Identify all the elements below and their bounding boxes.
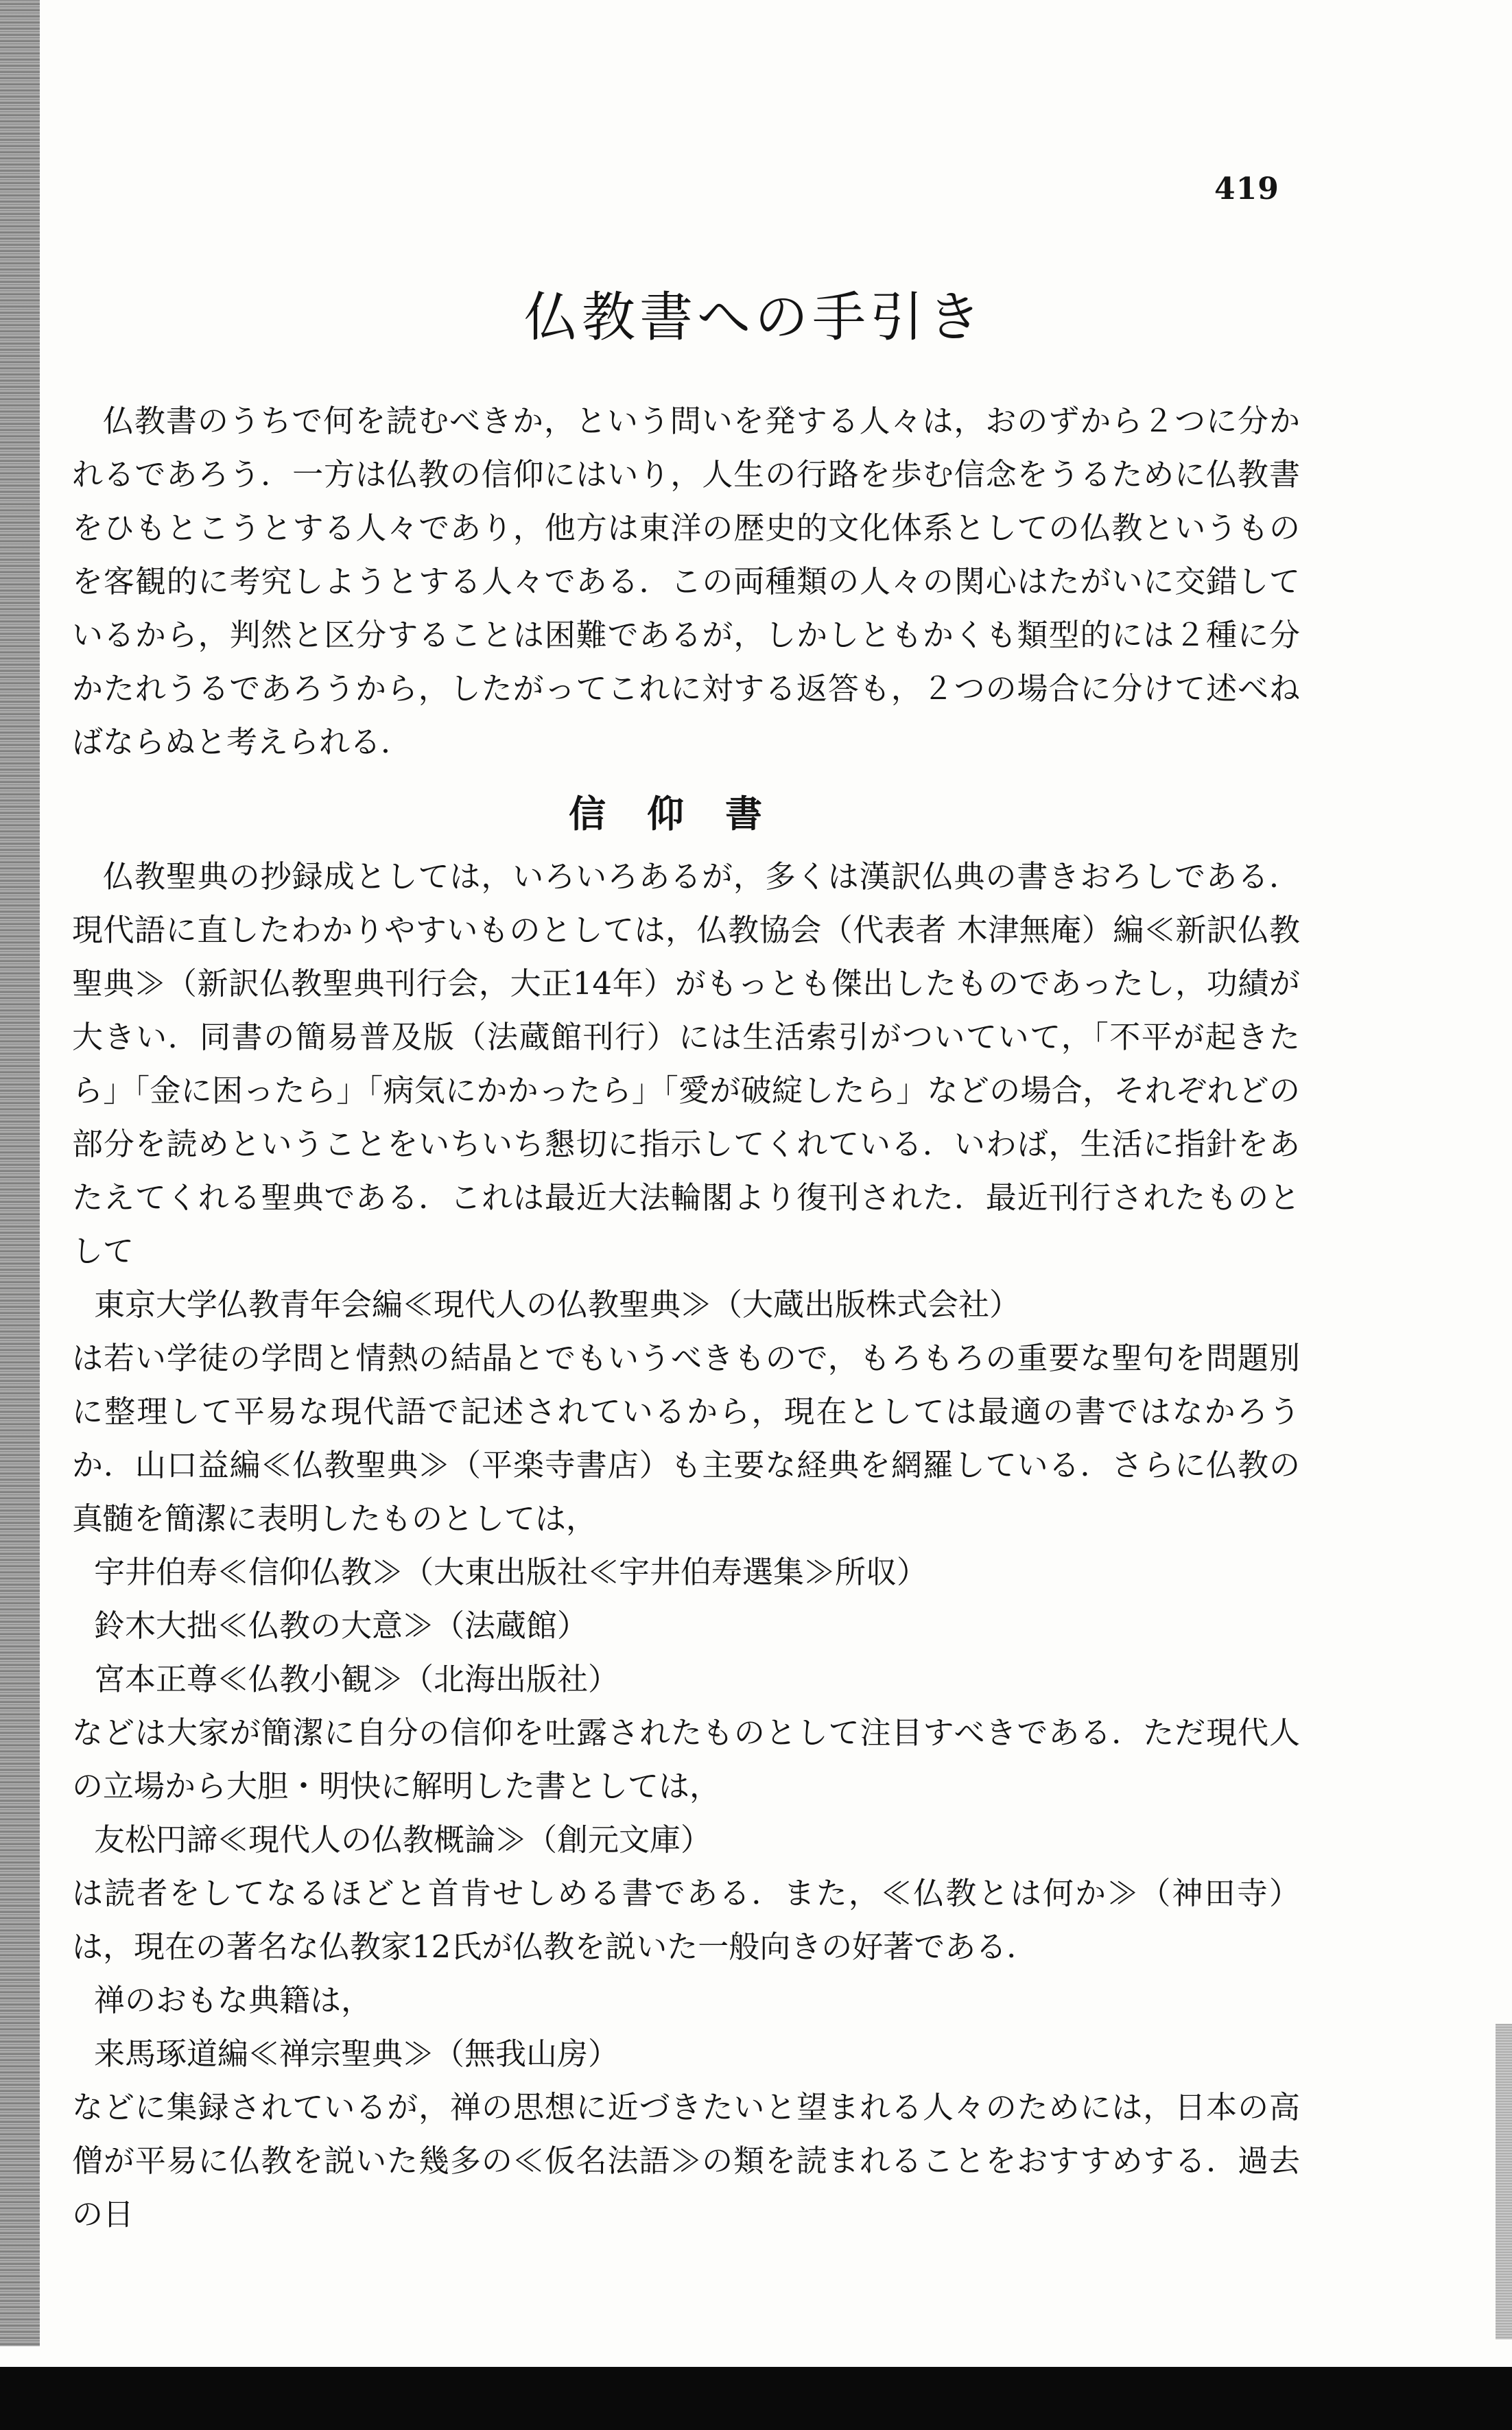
body-text bbox=[72, 394, 1300, 2241]
paragraph: 禅のおもな典籍は， bbox=[94, 1982, 373, 2018]
book-citation: 宇井伯寿≪信仰仏教≫（大東出版社≪宇井伯寿選集≫所収） bbox=[94, 1554, 928, 1590]
book-citation: 来馬琢道編≪禅宗聖典≫（無我山房） bbox=[94, 2036, 619, 2072]
paragraph: などに集録されているが，禅の思想に近づきたいと望まれる人々のためには，日本の高僧が平易に仏教を説いた幾多の≪仮名法語≫の類を読まれることをおすすめする．過去の日 bbox=[72, 2089, 1300, 2232]
page-title: 仏教書への手引き bbox=[523, 287, 985, 349]
paragraph: などは大家が簡潔に自分の信仰を吐露されたものとして注目すべきである．ただ現代人の立場から大胆・明快に解明した書としては， bbox=[72, 1714, 1300, 1804]
section-heading: 信仰書 bbox=[569, 792, 803, 836]
book-citation: 東京大学仏教青年会編≪現代人の仏教聖典≫（大蔵出版株式会社） bbox=[94, 1286, 1021, 1323]
intro-paragraph: 仏教書のうちで何を読むべきか，という問いを発する人々は，おのずから２つに分かれるであろう．一方は仏教の信仰にはいり，人生の行路を歩む信念をうるために仏教書をひもとこうとする人々であり，他方は東洋の歴史的文化体系としての仏教というものを客観的に考究しようとする人々である．この両種類の人々の関心はたがいに交錯しているから，判然と区分することは困難であるが，しかしともかくも類型的には２種に分かたれうるであろうから，したがってこれに対する返答も，２つの場合に分けて述べねばならぬと考えられる． bbox=[72, 403, 1300, 760]
paragraph: は読者をしてなるほどと首肯せしめる書である．また，≪仏教とは何か≫（神田寺）は，現在の著名な仏教家12氏が仏教を説いた一般向きの好著である． bbox=[72, 1875, 1300, 1965]
page-number: 419 bbox=[1214, 172, 1279, 207]
paragraph: 仏教聖典の抄録成としては，いろいろあるが，多くは漢訳仏典の書きおろしである．現代語に直したわかりやすいものとしては，仏教協会（代表者 木津無庵）編≪新訳仏教聖典≫（新訳仏教聖典刊行会，大正14年）がもっとも傑出したものであったし，功績が大きい．同書の簡易普及版（法蔵館刊行）には生活索引がついていて，「不平が起きたら」「金に困ったら」「病気にかかったら」「愛が破綻したら」などの場合，それぞれどの部分を読めということをいちいち懇切に指示してくれている．いわば，生活に指針をあたえてくれる聖典である．これは最近大法輪閣より復刊された．最近刊行されたものとして bbox=[72, 858, 1300, 1269]
book-citation: 鈴木大拙≪仏教の大意≫（法蔵館） bbox=[94, 1607, 589, 1644]
book-citation: 友松円諦≪現代人の仏教概論≫（創元文庫） bbox=[94, 1821, 712, 1858]
paragraph: は若い学徒の学問と情熱の結晶とでもいうべきもので，もろもろの重要な聖句を問題別に整理して平易な現代語で記述されているから，現在としては最適の書ではなかろうか．山口益編≪仏教聖典≫（平楽寺書店）も主要な経典を網羅している．さらに仏教の真髄を簡潔に表明したものとしては， bbox=[72, 1340, 1300, 1537]
book-citation: 宮本正尊≪仏教小観≫（北海出版社） bbox=[94, 1661, 619, 1697]
scan-bottom-band bbox=[0, 2367, 1512, 2430]
binding-edge bbox=[0, 0, 40, 2346]
page-edge-shadow bbox=[1496, 2024, 1512, 2339]
